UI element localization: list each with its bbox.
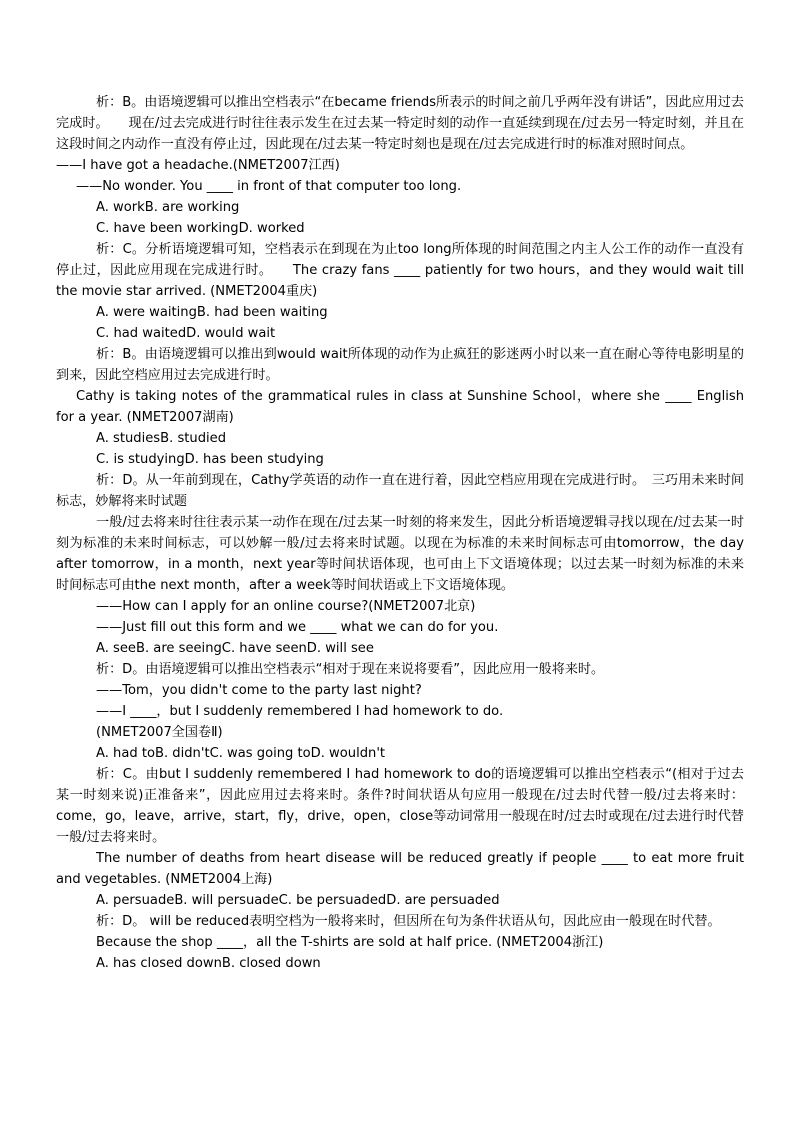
question-dialogue-line: ——Tom，you didn't come to the party last night?: [96, 683, 422, 698]
answer-options: A. seeB. are seeingC. have seenD. will see: [96, 641, 374, 656]
paragraph-analysis: 析：B。由语境逻辑可以推出到would wait所体现的动作为止疯狂的影迷两小时以来一直在耐心等待电影明星的到来，因此空档应用过去完成进行时。: [56, 347, 744, 383]
paragraph-analysis: 析：D。 will be reduced表明空档为一般将来时，但因所在句为条件状语从句，因此应由一般现在时代替。: [96, 914, 721, 929]
paragraph-analysis-past-perfect: 析：B。由语境逻辑可以推出空档表示“在became friends所表示的时间之前几乎两年没有讲话”，因此应用过去完成时。 现在/过去完成进行时往往表示发生在过去某一特定时刻的动作一直延续到现在/过去另一特定时刻，并且在这段时间之内动作一直没有停止过，因此现在/过去某一特定时刻也是现在/过去完成进行时的标准对照时间点。: [56, 95, 744, 152]
answer-options: A. has closed downB. closed down: [96, 956, 321, 971]
question-dialogue-line: ——I ____，but I suddenly remembered I had homework to do.: [96, 704, 504, 719]
paragraph-analysis: 析：D。由语境逻辑可以推出空档表示“相对于现在来说将要看”，因此应用一般将来时。: [96, 662, 605, 677]
question-sentence: The number of deaths from heart disease will be reduced greatly if people ____ to eat more fruit and vegetables. (NMET2004上海): [56, 851, 744, 887]
question-dialogue-line: ——How can I apply for an online course?(NMET2007北京): [96, 599, 476, 614]
paragraph-analysis: 析：D。从一年前到现在，Cathy学英语的动作一直在进行着，因此空档应用现在完成进行时。 三巧用未来时间标志，妙解将来时试题: [56, 473, 744, 509]
paragraph-explanation: 一般/过去将来时往往表示某一动作在现在/过去某一时刻的将来发生，因此分析语境逻辑寻找以现在/过去某一时刻为标准的未来时间标志，可以妙解一般/过去将来时试题。以现在为标准的未来时间标志可由tomorrow，the day after tomorrow，in a month，next year等时间状语体现，也可由上下文语境体现；以过去某一时刻为标准的未来时间标志可由the next month，after a week等时间状语或上下文语境体现。: [56, 515, 744, 593]
answer-options: A. had toB. didn'tC. was going toD. wouldn't: [96, 746, 386, 761]
question-dialogue-line: ——Just fill out this form and we ____ what we can do for you.: [96, 620, 499, 635]
answer-options: C. is studyingD. has been studying: [96, 452, 324, 467]
answer-options: A. studiesB. studied: [96, 431, 227, 446]
answer-options: C. had waitedD. would wait: [96, 326, 276, 341]
answer-options: A. persuadeB. will persuadeC. be persuadedD. are persuaded: [96, 893, 500, 908]
answer-options: A. were waitingB. had been waiting: [96, 305, 328, 320]
answer-options: C. have been workingD. worked: [96, 221, 305, 236]
paragraph-analysis: 析：C。分析语境逻辑可知，空档表示在到现在为止too long所体现的时间范围之内主人公工作的动作一直没有停止过，因此应用现在完成进行时。 The crazy fans ____ patiently for two hours，and they would wait till the movie star arrived. (NMET2004重庆): [56, 242, 744, 299]
question-sentence: Because the shop ____，all the T-shirts are sold at half price. (NMET2004浙江): [96, 935, 604, 950]
question-source: (NMET2007全国卷Ⅱ): [96, 725, 223, 740]
question-dialogue-line: ——No wonder. You ____ in front of that computer too long.: [76, 179, 462, 194]
paragraph-analysis: 析：C。由but I suddenly remembered I had homework to do的语境逻辑可以推出空档表示“(相对于过去某一时刻来说)正准备来”，因此应用过去将来时。条件?时间状语从句应用一般现在/过去时代替一般/过去将来时：come，go，leave，arrive，start，fly，drive，open，close等动词常用一般现在时/过去时或现在/过去进行时代替一般/过去将来时。: [56, 767, 744, 845]
document-body: [56, 92, 744, 974]
question-dialogue-line: ——I have got a headache.(NMET2007江西): [56, 158, 340, 173]
question-sentence: Cathy is taking notes of the grammatical rules in class at Sunshine School，where she ____ English for a year. (NMET2007湖南): [56, 389, 744, 425]
answer-options: A. workB. are working: [96, 200, 240, 215]
